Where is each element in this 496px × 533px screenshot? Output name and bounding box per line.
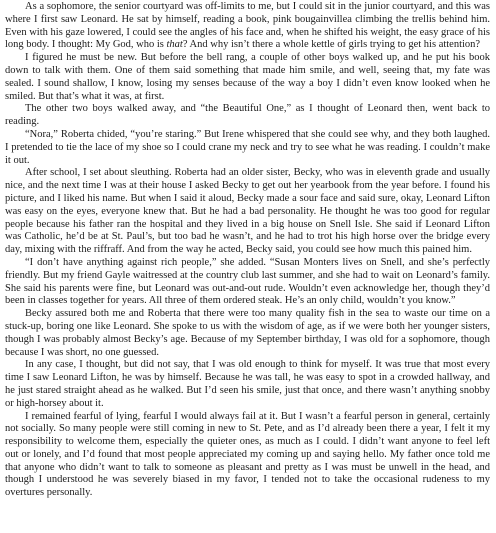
paragraph-text: I remained fearful of lying, fearful I would always fail at it. But I wasn’t a fearful person in general, certainly not socially. So many people were still coming in new to St. Pete, and as I’d already been there a year, I felt it my responsibility to welcome them, especially the quieter ones, as much as I could. I didn’t want anyone to feel left out or lonely, and I’d found that most people appreciated my coming up and saying hello. My father once told me that anyone who didn’t want to talk to someone as pleasant and pretty as I was must be unwell in the head, and though I understood he was severely biased in my favor, I tended not to take the occasional rudeness to my overtures personally.	[5, 410, 490, 499]
paragraph-text: As a sophomore, the senior courtyard was off-limits to me, but I could sit in the junior courtyard, and this was where I first saw Leonard. He sat by himself, reading a book, pink bougainvillea climbing the trellis behind him. Even with his gaze lowered, I could see the angles of his face and, when he shifted his weight, the easy grace of his long body. I thought: My God, who is	[5, 1, 490, 51]
paragraph-text: ? And why isn’t there a whole kettle of girls trying to get his attention?	[182, 39, 481, 51]
paragraph-text: Becky assured both me and Roberta that there were too many quality fish in the sea to waste our time on a stuck-up, boring one like Leonard. She spoke to us with the wisdom of age, as if we were both her younger sisters, though I was probably almost Becky’s age. Because of my September birthday, I was old for a sophomore, though because I was short, no one guessed.	[5, 308, 490, 358]
paragraph-text: “Nora,” Roberta chided, “you’re staring.” But Irene whispered that she could see why, and they both laughed. I pretended to tie the lace of my shoe so I could crane my neck and try to see what he was reading. I couldn’t make it out.	[5, 128, 490, 166]
body-paragraph	[5, 411, 490, 501]
body-paragraph	[5, 52, 490, 103]
body-paragraph	[5, 257, 490, 308]
paragraph-text: In any case, I thought, but did not say, that I was old enough to think for myself. It was true that most every time I saw Leonard Lifton, he was by himself. Because he was tall, he was easy to spot in a crowded hallway, and he just stared straight ahead as he walked. But I’d seen his smile, just that once, and there wasn’t anything snobby or high-horsey about it.	[5, 359, 490, 409]
body-paragraph	[5, 103, 490, 129]
page-text	[5, 1, 490, 500]
emphasized-word: that	[166, 39, 183, 51]
body-paragraph	[5, 167, 490, 257]
body-paragraph	[5, 1, 490, 52]
paragraph-text: “I don’t have anything against rich people,” she added. “Susan Monters lives on Snell, and she’s perfectly friendly. But my friend Gayle waitressed at the country club last summer, and she had to wait on Leonard’s family. She said his parents were fine, but Leonard was out-and-out rude. Wouldn’t even acknowledge her, though they’d been in classes together for years. All three of them ordered steak. He’s an only child, wouldn’t you know.”	[5, 256, 490, 307]
body-paragraph	[5, 359, 490, 410]
body-paragraph	[5, 129, 490, 167]
paragraph-text: After school, I set about sleuthing. Roberta had an older sister, Becky, who was in eleventh grade and usually nice, and the next time I was at their house I asked Becky to get out her yearbook from the year before. I found his picture, and I liked his name. But when I said it aloud, Becky made a sour face and said sure, okay, Leonard Lifton was easy on the eyes, everyone knew that. But he had a bad personality. He thought he was too good for regular people because his father ran the hospital and they lived in a big house on Snell Isle. She said if Leonard Lifton was Catholic, he’d be at St. Paul’s, but too bad he wasn’t, and he had to trot his high horse over the bridge every day, mixing with the riffraff. And from the way he acted, Becky said, you could see how much this pained him.	[5, 167, 490, 256]
paragraph-text: The other two boys walked away, and “the Beautiful One,” as I thought of Leonard then, went back to reading.	[5, 103, 490, 128]
body-paragraph	[5, 308, 490, 359]
paragraph-text: I figured he must be new. But before the bell rang, a couple of other boys walked up, and he put his book down to talk with them. One of them said something that made him smile, and well, seeing that, my fate was sealed. I sound shallow, I know, losing my senses because of the way a boy I didn’t even know looked when he smiled. But that’s what it was, at first.	[5, 52, 490, 102]
